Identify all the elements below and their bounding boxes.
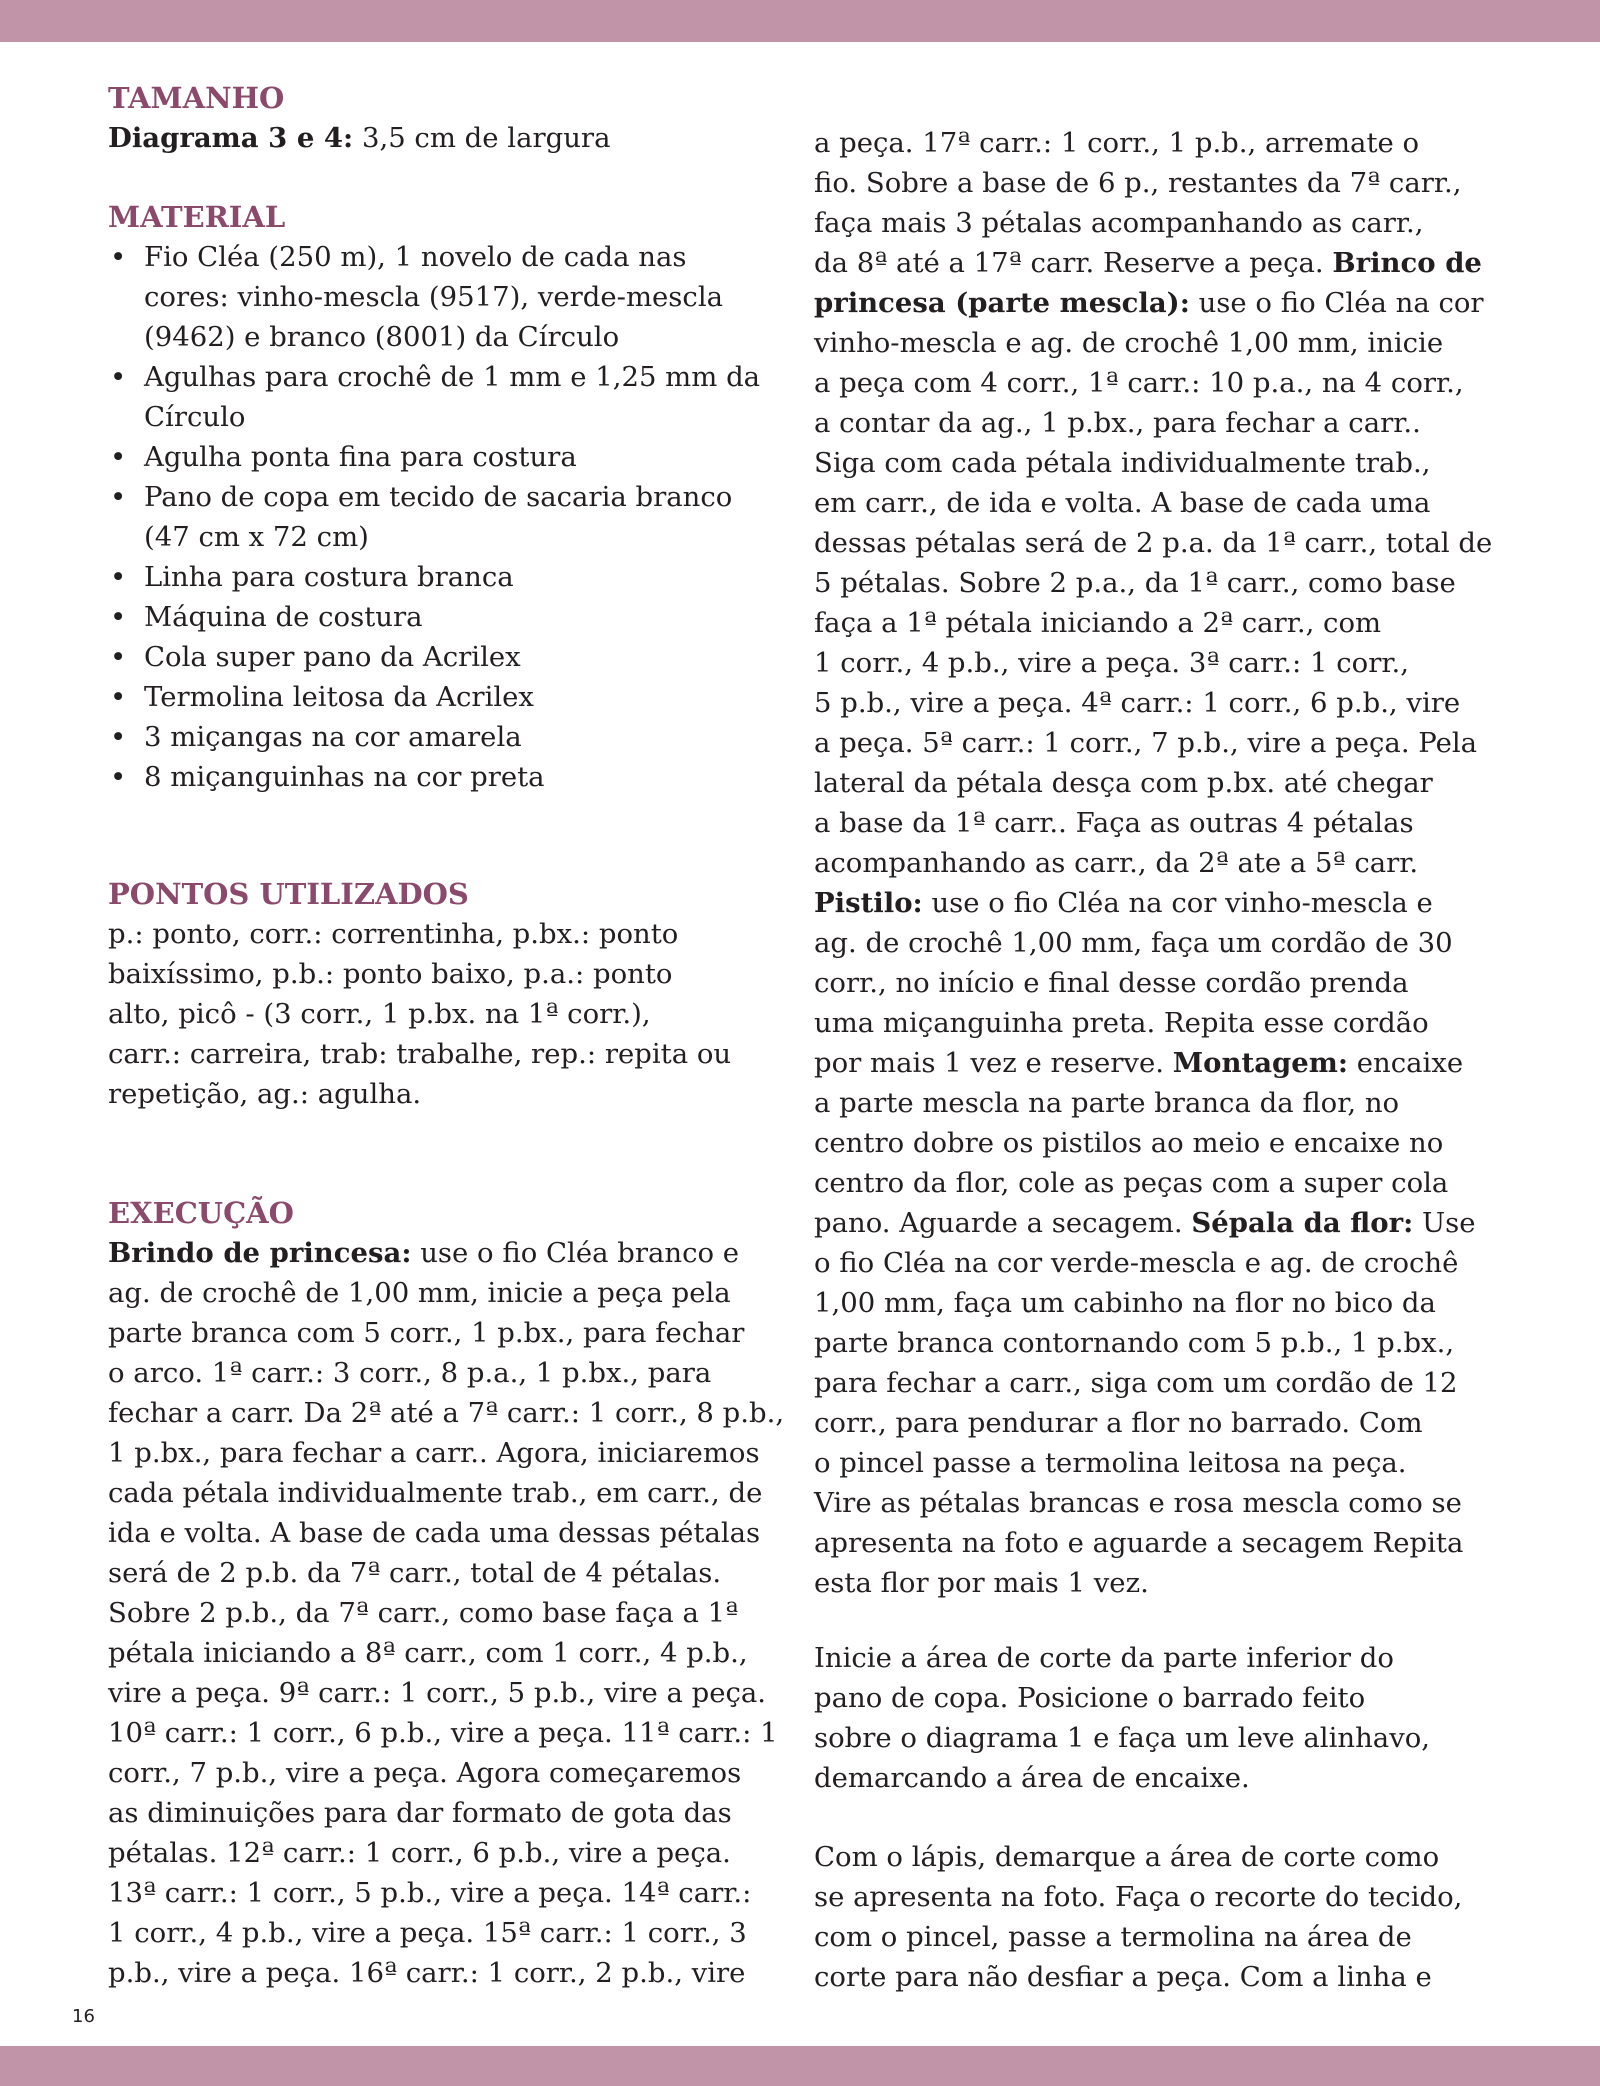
brindo-label: Brindo de princesa: <box>108 1237 412 1269</box>
execucao-line: vire a peça. 9ª carr.: 1 corr., 5 p.b., vire a peça. <box>108 1677 767 1709</box>
text-line: a contar da ag., 1 p.bx., para fechar a carr.. <box>814 407 1421 439</box>
brinco-label-cont: princesa (parte mescla): <box>814 287 1190 319</box>
text-span: use o fio Cléa na cor vinho-mescla e <box>922 887 1433 919</box>
text-line: demarcando a área de encaixe. <box>814 1762 1250 1794</box>
pistilo-label: Pistilo: <box>814 887 923 919</box>
text-line: esta flor por mais 1 vez. <box>814 1567 1149 1599</box>
text-line: o fio Cléa na cor verde-mescla e ag. de crochê <box>814 1247 1459 1279</box>
brinco-label: Brinco de <box>1332 247 1482 279</box>
text-line: em carr., de ida e volta. A base de cada uma <box>814 487 1431 519</box>
execucao-line: 10ª carr.: 1 corr., 6 p.b., vire a peça. 11ª carr.: 1 <box>108 1717 778 1749</box>
material-list <box>108 237 778 797</box>
text-line: a peça. 17ª carr.: 1 corr., 1 p.b., arremate o <box>814 127 1420 159</box>
montagem-label: Montagem: <box>1172 1047 1348 1079</box>
text-line: para fechar a carr., siga com um cordão de 12 <box>814 1367 1458 1399</box>
text-line: corr., para pendurar a flor no barrado. Com <box>814 1407 1423 1439</box>
material-item: • 8 miçanguinhas na cor preta <box>108 757 778 797</box>
execucao-text <box>108 1233 785 1993</box>
material-item: • Termolina leitosa da Acrilex <box>108 677 778 717</box>
execucao-line: fechar a carr. Da 2ª até a 7ª carr.: 1 corr., 8 p.b., <box>108 1397 785 1429</box>
text-line: Com o lápis, demarque a área de corte como <box>814 1841 1440 1873</box>
text-line: Siga com cada pétala individualmente trab., <box>814 447 1431 479</box>
text-span: pano. Aguarde a secagem. <box>814 1207 1192 1239</box>
paragraph-corte <box>814 1837 1490 1997</box>
top-color-band <box>0 0 1600 42</box>
text-line: pano de copa. Posicione o barrado feito <box>814 1682 1366 1714</box>
execucao-heading: EXECUÇÃO <box>108 1196 294 1230</box>
paragraph-barrado <box>814 1638 1490 1798</box>
text-span: Use <box>1413 1207 1476 1239</box>
execucao-line: parte branca com 5 corr., 1 p.bx., para fechar <box>108 1317 745 1349</box>
text-line: uma miçanguinha preta. Repita esse cordão <box>814 1007 1429 1039</box>
sepala-label: Sépala da flor: <box>1191 1207 1414 1239</box>
text-line: 5 p.b., vire a peça. 4ª carr.: 1 corr., 6 p.b., vire <box>814 687 1461 719</box>
text-line: faça a 1ª pétala iniciando a 2ª carr., com <box>814 607 1382 639</box>
pontos-line: carr.: carreira, trab: trabalhe, rep.: repita ou <box>108 1038 732 1070</box>
text-line: 1 corr., 4 p.b., vire a peça. 3ª carr.: 1 corr., <box>814 647 1409 679</box>
pontos-line: alto, picô - (3 corr., 1 p.bx. na 1ª corr.), <box>108 998 651 1030</box>
execucao-line: pétalas. 12ª carr.: 1 corr., 6 p.b., vire a peça. <box>108 1837 731 1869</box>
text-line: 5 pétalas. Sobre 2 p.a., da 1ª carr., como base <box>814 567 1456 599</box>
execucao-line: p.b., vire a peça. 16ª carr.: 1 corr., 2 p.b., vire <box>108 1957 746 1989</box>
execucao-line: ag. de crochê de 1,00 mm, inicie a peça pela <box>108 1277 731 1309</box>
text-line: acompanhando as carr., da 2ª ate a 5ª carr. <box>814 847 1419 879</box>
text-line: sobre o diagrama 1 e faça um leve alinhavo, <box>814 1722 1431 1754</box>
material-item: • Fio Cléa (250 m), 1 novelo de cada nas cores: vinho-mescla (9517), verde-mescla (9462) e branco (8001) da Círculo <box>108 237 778 357</box>
text-line: fio. Sobre a base de 6 p., restantes da 7ª carr., <box>814 167 1462 199</box>
text-line: corte para não desfiar a peça. Com a linha e <box>814 1961 1432 1993</box>
text-line <box>814 283 1490 323</box>
bottom-color-band <box>0 2046 1600 2086</box>
material-item: • Agulhas para crochê de 1 mm e 1,25 mm da Círculo <box>108 357 778 437</box>
tamanho-heading: TAMANHO <box>108 81 285 115</box>
execucao-line: corr., 7 p.b., vire a peça. Agora começaremos <box>108 1757 742 1789</box>
text-line <box>814 883 1490 923</box>
text-line: parte branca contornando com 5 p.b., 1 p.bx., <box>814 1327 1455 1359</box>
material-item: • Linha para costura branca <box>108 557 778 597</box>
execucao-line: ida e volta. A base de cada uma dessas pétalas <box>108 1517 761 1549</box>
execucao-line-rest: use o fio Cléa branco e <box>411 1237 740 1269</box>
execucao-line: 13ª carr.: 1 corr., 5 p.b., vire a peça. 14ª carr.: <box>108 1877 752 1909</box>
text-line: Vire as pétalas brancas e rosa mescla como se <box>814 1487 1462 1519</box>
tamanho-text <box>108 118 778 158</box>
text-line: dessas pétalas será de 2 p.a. da 1ª carr., total de <box>814 527 1493 559</box>
text-span: da 8ª até a 17ª carr. Reserve a peça. <box>814 247 1333 279</box>
text-line <box>814 1043 1490 1083</box>
text-line: Inicie a área de corte da parte inferior do <box>814 1642 1394 1674</box>
pontos-heading: PONTOS UTILIZADOS <box>108 877 469 911</box>
text-line: apresenta na foto e aguarde a secagem Repita <box>814 1527 1464 1559</box>
execucao-first-line <box>108 1233 778 1273</box>
text-line: lateral da pétala desça com p.bx. até chegar <box>814 767 1433 799</box>
text-line: centro dobre os pistilos ao meio e encaixe no <box>814 1127 1444 1159</box>
text-line <box>814 1203 1490 1243</box>
pontos-line: p.: ponto, corr.: correntinha, p.bx.: ponto <box>108 918 679 950</box>
text-line: com o pincel, passe a termolina na área de <box>814 1921 1412 1953</box>
material-item: • Máquina de costura <box>108 597 778 637</box>
execucao-line: 1 corr., 4 p.b., vire a peça. 15ª carr.: 1 corr., 3 <box>108 1917 747 1949</box>
text-line: o pincel passe a termolina leitosa na peça. <box>814 1447 1407 1479</box>
execucao-line: Sobre 2 p.b., da 7ª carr., como base faça a 1ª <box>108 1597 739 1629</box>
text-line: 1,00 mm, faça um cabinho na flor no bico da <box>814 1287 1436 1319</box>
text-line: a peça. 5ª carr.: 1 corr., 7 p.b., vire a peça. Pela <box>814 727 1478 759</box>
material-item: • Cola super pano da Acrilex <box>108 637 778 677</box>
execucao-continued <box>814 123 1493 1603</box>
text-line: a peça com 4 corr., 1ª carr.: 10 p.a., na 4 corr., <box>814 367 1464 399</box>
execucao-line: cada pétala individualmente trab., em carr., de <box>108 1477 763 1509</box>
text-span: por mais 1 vez e reserve. <box>814 1047 1173 1079</box>
page-number: 16 <box>72 2006 95 2027</box>
text-line: a base da 1ª carr.. Faça as outras 4 pétalas <box>814 807 1414 839</box>
text-line: ag. de crochê 1,00 mm, faça um cordão de 30 <box>814 927 1453 959</box>
execucao-line: 1 p.bx., para fechar a carr.. Agora, iniciaremos <box>108 1437 760 1469</box>
text-line: se apresenta na foto. Faça o recorte do tecido, <box>814 1881 1463 1913</box>
execucao-line: pétala iniciando a 8ª carr., com 1 corr., 4 p.b., <box>108 1637 748 1669</box>
material-item: • Agulha ponta fina para costura <box>108 437 778 477</box>
text-line: vinho-mescla e ag. de crochê 1,00 mm, inicie <box>814 327 1444 359</box>
text-span: use o fio Cléa na cor <box>1189 287 1484 319</box>
execucao-line: será de 2 p.b. da 7ª carr., total de 4 pétalas. <box>108 1557 722 1589</box>
tamanho-value: 3,5 cm de largura <box>353 122 611 154</box>
text-line: a parte mescla na parte branca da flor, no <box>814 1087 1400 1119</box>
text-span: encaixe <box>1348 1047 1464 1079</box>
execucao-line: as diminuições para dar formato de gota das <box>108 1797 732 1829</box>
material-item: • Pano de copa em tecido de sacaria branco (47 cm x 72 cm) <box>108 477 778 557</box>
pontos-text <box>108 914 778 1114</box>
pontos-line: baixíssimo, p.b.: ponto baixo, p.a.: ponto <box>108 958 673 990</box>
text-line: corr., no início e final desse cordão prenda <box>814 967 1409 999</box>
text-line <box>814 243 1490 283</box>
text-line: centro da flor, cole as peças com a super cola <box>814 1167 1449 1199</box>
execucao-line: o arco. 1ª carr.: 3 corr., 8 p.a., 1 p.bx., para <box>108 1357 712 1389</box>
material-item: • 3 miçangas na cor amarela <box>108 717 778 757</box>
material-heading: MATERIAL <box>108 200 286 234</box>
pontos-line: repetição, ag.: agulha. <box>108 1078 422 1110</box>
tamanho-label: Diagrama 3 e 4: <box>108 122 354 154</box>
text-line: faça mais 3 pétalas acompanhando as carr., <box>814 207 1424 239</box>
